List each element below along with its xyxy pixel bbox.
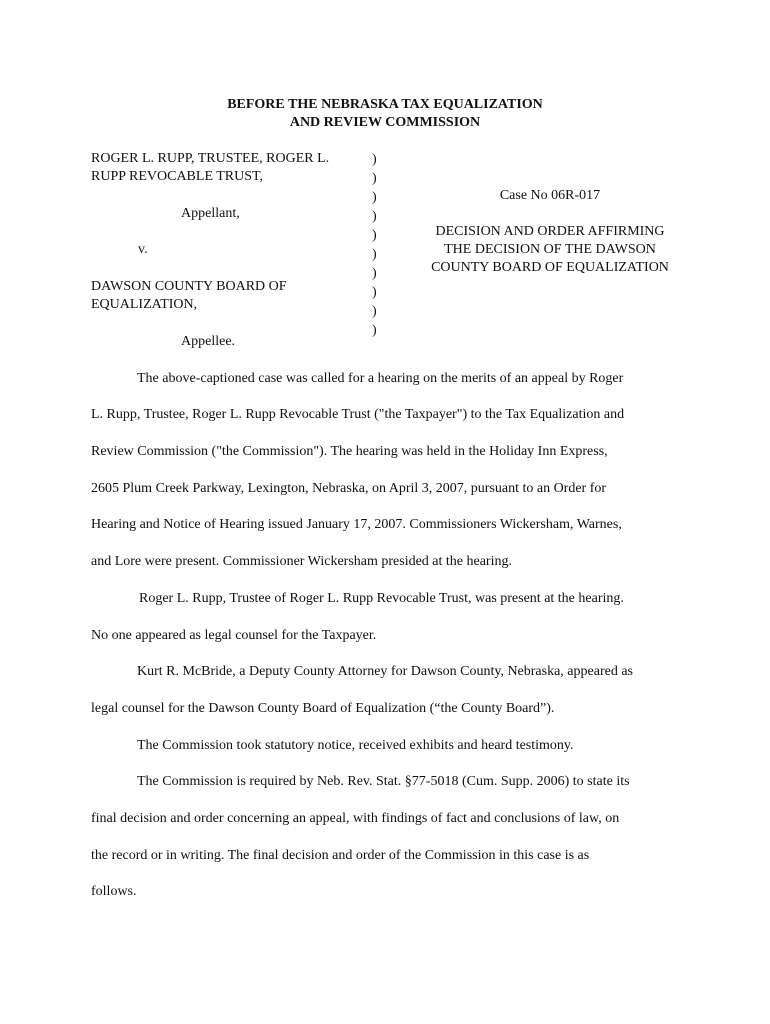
paragraph-line: final decision and order concerning an appeal, with findings of fact and conclusions of law, on: [91, 811, 620, 826]
appellee-role: Appellee.: [181, 334, 236, 349]
paragraph-line: Kurt R. McBride, a Deputy County Attorney for Dawson County, Nebraska, appeared as: [137, 664, 633, 679]
paragraph-line: the record or in writing. The final decision and order of the Commission in this case is as: [91, 848, 590, 863]
paragraph-line: Hearing and Notice of Hearing issued January 17, 2007. Commissioners Wickersham, Warnes,: [91, 517, 622, 532]
appellee-name-line1: DAWSON COUNTY BOARD OF: [91, 279, 287, 294]
paragraph-line: follows.: [91, 884, 137, 899]
versus-label: v.: [138, 242, 148, 257]
caption-paren: ): [372, 190, 377, 205]
caption-paren: ): [372, 228, 377, 243]
caption-paren: ): [372, 152, 377, 167]
commission-heading-line1: BEFORE THE NEBRASKA TAX EQUALIZATION: [227, 97, 543, 112]
caption-paren: ): [372, 266, 377, 281]
case-number: Case No 06R-017: [499, 188, 601, 203]
commission-heading-line2: AND REVIEW COMMISSION: [289, 115, 481, 130]
paragraph-line: Review Commission ("the Commission"). The hearing was held in the Holiday Inn Express,: [91, 444, 608, 459]
paragraph-line: The above-captioned case was called for a hearing on the merits of an appeal by Roger: [137, 371, 624, 386]
paragraph-line: 2605 Plum Creek Parkway, Lexington, Nebraska, on April 3, 2007, pursuant to an Order for: [91, 481, 607, 496]
decision-title-line2: THE DECISION OF THE DAWSON: [444, 242, 656, 257]
appellant-name-line2: RUPP REVOCABLE TRUST,: [91, 169, 264, 184]
appellant-role: Appellant,: [181, 206, 240, 221]
decision-title-line1: DECISION AND ORDER AFFIRMING: [435, 224, 665, 239]
caption-parenthesis-column: [372, 150, 377, 340]
paragraph-line: The Commission took statutory notice, received exhibits and heard testimony.: [137, 738, 574, 753]
paragraph-line: No one appeared as legal counsel for the Taxpayer.: [91, 628, 377, 643]
paragraph-line: and Lore were present. Commissioner Wickersham presided at the hearing.: [91, 554, 512, 569]
paragraph-line: legal counsel for the Dawson County Board of Equalization (“the County Board”).: [91, 701, 555, 716]
appellant-name-line1: ROGER L. RUPP, TRUSTEE, ROGER L.: [91, 151, 330, 166]
caption-paren: ): [372, 323, 377, 338]
decision-title-line3: COUNTY BOARD OF EQUALIZATION: [431, 260, 669, 275]
caption-paren: ): [372, 304, 377, 319]
paragraph-line: L. Rupp, Trustee, Roger L. Rupp Revocable Trust ("the Taxpayer") to the Tax Equalization and: [91, 407, 625, 422]
paragraph-line: Roger L. Rupp, Trustee of Roger L. Rupp Revocable Trust, was present at the hearing.: [139, 591, 624, 606]
appellee-name-line2: EQUALIZATION,: [91, 297, 198, 312]
caption-paren: ): [372, 247, 377, 262]
caption-paren: ): [372, 285, 377, 300]
caption-paren: ): [372, 209, 377, 224]
caption-paren: ): [372, 171, 377, 186]
paragraph-line: The Commission is required by Neb. Rev. Stat. §77-5018 (Cum. Supp. 2006) to state its: [137, 774, 630, 789]
